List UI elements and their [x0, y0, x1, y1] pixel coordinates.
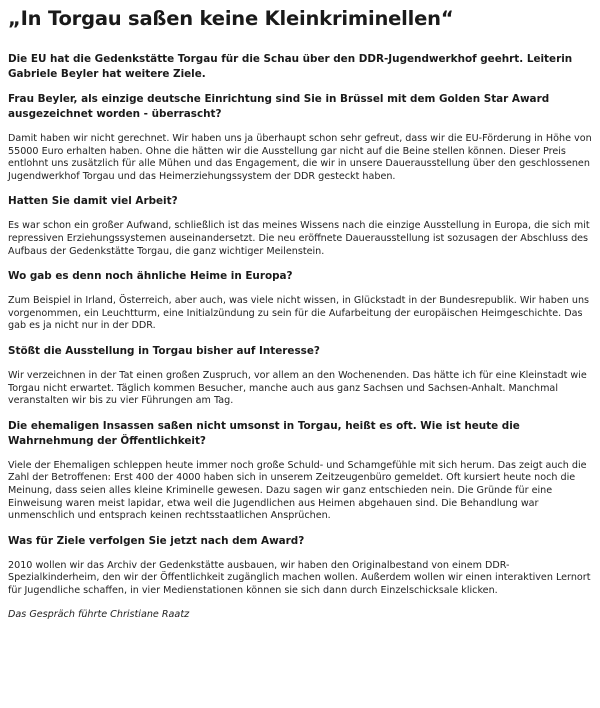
qa-block: [8, 269, 594, 333]
interview-answer: Wir verzeichnen in der Tat einen großen Zuspruch, vor allem an den Wochenenden. Das hätte ich für eine Kleinstadt wie Torgau nicht erwartet. Täglich kommen Besucher, manche auch aus ganz Sachsen und Sachsen-Anhalt. Manchmal veranstalten wir bis zu vier Führungen am Tag.: [8, 369, 587, 407]
qa-block: [8, 534, 594, 598]
interview-question: Hatten Sie damit viel Arbeit?: [8, 195, 178, 208]
interview-question: Was für Ziele verfolgen Sie jetzt nach dem Award?: [8, 534, 305, 547]
article-lead: Die EU hat die Gedenkstätte Torgau für die Schau über den DDR-Jugendwerkhof geehrt. Leiterin Gabriele Beyler hat weitere Ziele.: [8, 53, 573, 80]
interview-answer: 2010 wollen wir das Archiv der Gedenkstätte ausbauen, wir haben den Originalbestand von einem DDR-Spezialkinderheim, den wir der Öffentlichkeit zugänglich machen wollen. Außerdem wollen wir einen interaktiven Lernort für Jugendliche schaffen, in vier Medienstationen können sie sich dann durch Einzelschicksale klicken.: [8, 559, 591, 596]
qa-block: [8, 344, 594, 408]
interview-question: Frau Beyler, als einzige deutsche Einrichtung sind Sie in Brüssel mit dem Golden Star Award ausgezeichnet worden - überrascht?: [8, 93, 550, 120]
interview-answer: Viele der Ehemaligen schleppen heute immer noch große Schuld- und Schamgefühle mit sich herum. Das zeigt auch die Zahl der Betroffenen: Erst 400 der 4000 haben sich in unserem Zeitzeugenbüro gemeldet. Oft kursiert heute noch die Meinung, dass seien alles kleine Kriminelle gewesen. Dazu sagen wir ganz entschieden nein. Die Gründe für eine Einweisung waren meist lapidar, etwa weil die Jugendlichen aus Heimen abgehauen sind. Die Behandlung war unmenschlich und entsprach keinen rechtsstaatlichen Ansprüchen.: [8, 459, 587, 522]
interview-question: Die ehemaligen Insassen saßen nicht umsonst in Torgau, heißt es oft. Wie ist heute die Wahrnehmung der Öffentlichkeit?: [8, 419, 520, 447]
qa-block: [8, 194, 594, 258]
interview-answer: Damit haben wir nicht gerechnet. Wir haben uns ja überhaupt schon sehr gefreut, dass wir die EU-Förderung in Höhe von 55000 Euro erhalten haben. Ohne die hätten wir die Ausstellung gar nicht auf die Beine stellen können. Dieser Preis entlohnt uns zusätzlich für alle Mühen und das Engagement, die wir in unsere Dauerausstellung über den geschlossenen Jugendwerkhof Torgau und das Heimerziehungssystem der DDR gesteckt haben.: [8, 133, 592, 182]
interview-question: Wo gab es denn noch ähnliche Heime in Europa?: [8, 270, 293, 283]
qa-block: [8, 92, 594, 183]
interview-answer: Es war schon ein großer Aufwand, schließlich ist das meines Wissens nach die einzige Ausstellung in Europa, die sich mit repressiven Erziehungssystemen auseinandersetzt. Die neu eröffnete Dauerausstellung ist sozusagen der Abschluss des Aufbaus der Gedenkstätte Torgau, die ganz wichtiger Meilenstein.: [8, 220, 590, 257]
interview-answer: Zum Beispiel in Irland, Österreich, aber auch, was viele nicht wissen, in Glückstadt in der Bundesrepublik. Wir haben uns vorgenommen, ein Leuchtturm, eine Initialzündung zu sein für die Aufarbeitung der europäischen Heimgeschichte. Das gab es ja nicht nur in der DDR.: [8, 295, 590, 332]
interview-credit: Das Gespräch führte Christiane Raatz: [8, 609, 190, 621]
article-headline: „In Torgau saßen keine Kleinkriminellen“: [8, 7, 454, 30]
interview-question: Stößt die Ausstellung in Torgau bisher auf Interesse?: [8, 344, 320, 357]
qa-block: [8, 419, 594, 523]
